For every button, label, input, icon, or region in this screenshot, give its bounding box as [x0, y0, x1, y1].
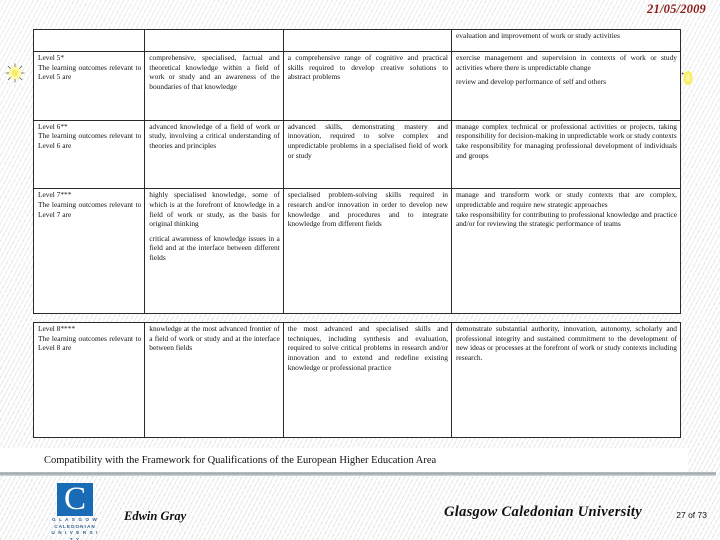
table-row [34, 323, 681, 438]
cell-skills-5: a comprehensive range of cognitive and practical skills required to develop creative solutions to abstract problems [283, 52, 451, 121]
competence-7-para-2: take responsibility for contributing to professional knowledge and practice and/or for reviewing the strategic performance of teams [455, 209, 677, 229]
sparkle-icon-right [681, 68, 695, 88]
level-description-8: The learning outcomes relevant to Level 8 are [38, 333, 142, 353]
sparkle-icon-left [4, 62, 26, 84]
level-description-7: The learning outcomes relevant to Level 7 are [38, 199, 142, 219]
cell-competence-7 [451, 189, 680, 314]
cell-competence-5 [451, 52, 680, 121]
logo-line-2: CALEDONIAN [54, 523, 96, 529]
logo-wordmark [50, 517, 100, 540]
cell-knowledge-7 [145, 189, 283, 314]
cell-knowledge-8: knowledge at the most advanced frontier of a field of work or study and at the interface between fields [145, 323, 283, 438]
level-description-5: The learning outcomes relevant to Level 5 are [38, 62, 142, 82]
knowledge-7-para-1: highly specialised knowledge, some of which is at the forefront of knowledge in a field of work or study, as the basis for original thinking [149, 190, 280, 229]
table-row [34, 189, 681, 314]
competence-5-para-1: exercise management and supervision in contexts of work or study activities where there is unpredictable change [455, 53, 677, 72]
cell-competence-8: demonstrate substantial authority, innovation, autonomy, scholarly and professional integrity and sustained commitment to the development of new ideas or processes at the forefront of work or study contexts including research. [451, 323, 680, 438]
cell-skills-6: advanced skills, demonstrating mastery and innovation, required to solve complex and unpredictable problems in a specialised field of work or study [283, 120, 451, 189]
competence-6-para-2: take responsibility for managing professional development of individuals and groups [455, 140, 677, 160]
slide-date: 21/05/2009 [647, 2, 706, 16]
cell-competence-6 [451, 120, 680, 189]
level-label-5: Level 5* [38, 53, 65, 62]
competence-6-para-1: manage complex technical or professional activities or projects, taking responsibility for decision-making in unpredictable work or study contexts [455, 121, 677, 141]
level-label-6: Level 6** [38, 121, 68, 131]
cell-header-knowledge [145, 30, 283, 52]
level-label-7: Level 7*** [38, 190, 72, 200]
table-row [34, 52, 681, 121]
slide-caption: Compatibility with the Framework for Qualifications of the European Higher Education Area [44, 455, 437, 466]
level-description-6: The learning outcomes relevant to Level 6 are [38, 131, 142, 150]
framework-table-levels-5-7 [33, 29, 681, 314]
cell-skills-7: specialised problem-solving skills required in research and/or innovation in order to develop new knowledge and procedures and to integrate knowledge from different fields [283, 189, 451, 314]
competence-7-para-1: manage and transform work or study contexts that are complex, unpredictable and require new strategic approaches [455, 190, 677, 209]
presenter-name: Edwin Gray [124, 509, 187, 523]
footer-divider [0, 472, 716, 476]
cell-header-level [34, 30, 145, 52]
cell-level-7 [34, 189, 145, 314]
cell-header-skills [283, 30, 451, 52]
cell-level-5 [34, 52, 145, 121]
cell-level-6 [34, 120, 145, 189]
cell-skills-8: the most advanced and specialised skills and techniques, including synthesis and evaluation, required to solve critical problems in research and/or innovation and to extend and redefine existing knowledge or professional practice [283, 323, 451, 438]
logo-line-3: U N I V E R S I T Y [51, 530, 99, 540]
logo-line-1: G L A S G O W [52, 517, 98, 522]
cell-knowledge-5: comprehensive, specialised, factual and theoretical knowledge within a field of work or study and an awareness of the boundaries of that knowledge [145, 52, 283, 121]
university-logo [50, 483, 100, 540]
competence-5-para-2: review and develop performance of self and others [455, 77, 606, 87]
logo-mark-icon [57, 483, 93, 516]
page-number: 27 of 73 [676, 510, 707, 520]
cell-knowledge-6: advanced knowledge of a field of work or study, involving a critical understanding of theories and principles [145, 120, 283, 189]
table-row [34, 120, 681, 189]
cell-level-8 [34, 323, 145, 438]
organisation-name: Glasgow Caledonian University [443, 504, 642, 520]
framework-table-level-8 [33, 322, 681, 438]
table-row [34, 30, 681, 52]
level-label-8: Level 8**** [38, 324, 76, 333]
cell-header-competence: evaluation and improvement of work or study activities [451, 30, 680, 52]
knowledge-7-para-2: critical awareness of knowledge issues in a field and at the interface between different fields [149, 233, 280, 263]
